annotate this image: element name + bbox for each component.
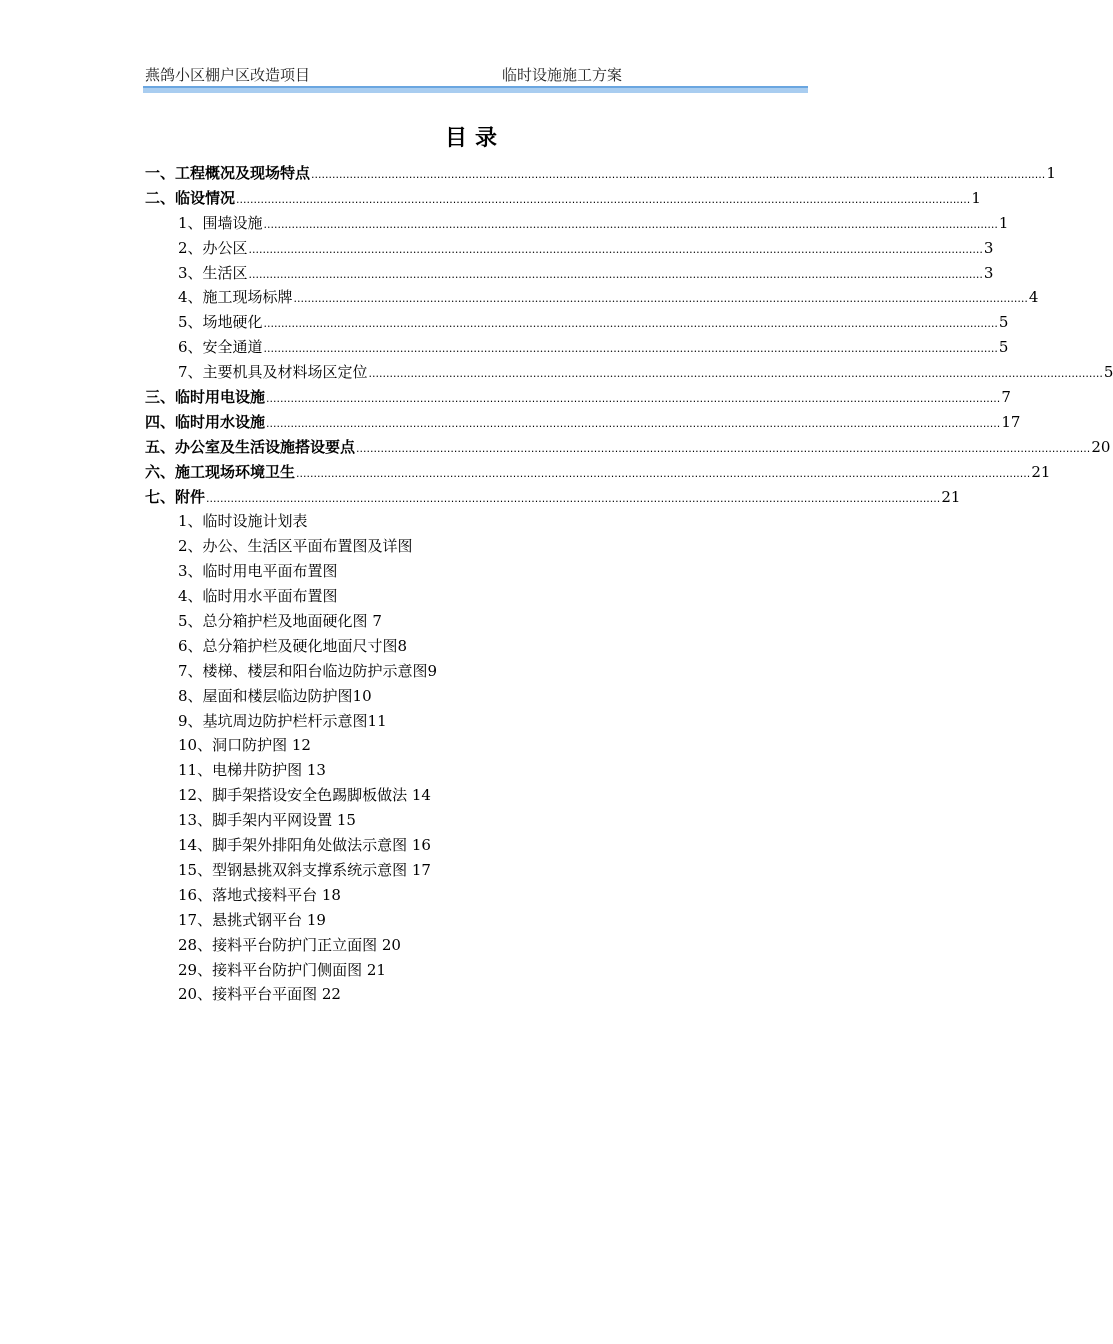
toc-entry-label: 三、临时用电设施 — [145, 388, 266, 407]
toc-entry-page: 1 — [998, 213, 1009, 232]
toc-entry-label: 五、办公室及生活设施搭设要点 — [145, 437, 356, 456]
toc-entry[interactable] — [145, 410, 1021, 435]
toc-entry[interactable] — [145, 261, 994, 286]
attachment-item: 16、落地式接料平台 18 — [178, 885, 341, 904]
toc-entry-label: 一、工程概况及现场特点 — [145, 164, 311, 182]
toc-entry-page: 21 — [941, 487, 961, 506]
toc-entry-page: 17 — [1001, 412, 1021, 431]
attachment-item: 13、脚手架内平网设置 15 — [178, 811, 356, 830]
attachment-item: 5、总分箱护栏及地面硬化图 7 — [178, 612, 382, 631]
toc-entry[interactable] — [145, 161, 1056, 186]
toc-entry-page: 7 — [1001, 388, 1011, 407]
attachment-item: 7、楼梯、楼层和阳台临边防护示意图9 — [178, 661, 438, 680]
attachment-item: 12、脚手架搭设安全色踢脚板做法 14 — [178, 786, 431, 805]
toc-dot-leader: .................................................................................................................................................................................................................. — [236, 192, 971, 206]
toc-entry-label: 5、场地硬化 — [178, 313, 263, 332]
toc-dot-leader: .................................................................................................................................................................................................................. — [263, 342, 998, 356]
toc-dot-leader: .................................................................................................................................................................................................................. — [356, 441, 1091, 455]
toc-dot-leader: .................................................................................................................................................................................................................. — [263, 217, 998, 231]
toc-dot-leader: .................................................................................................................................................................................................................. — [206, 491, 941, 505]
toc-dot-leader: .................................................................................................................................................................................................................. — [311, 168, 1046, 181]
toc-entry-label: 六、施工现场环境卫生 — [145, 462, 296, 481]
toc-dot-leader: .................................................................................................................................................................................................................. — [368, 367, 1103, 381]
attachment-item: 15、型钢悬挑双斜支撑系统示意图 17 — [178, 860, 431, 879]
toc-entry[interactable] — [145, 285, 1039, 310]
toc-entry-label: 四、临时用水设施 — [145, 412, 266, 431]
attachment-item: 11、电梯井防护图 13 — [178, 761, 326, 780]
toc-entry-label: 2、办公区 — [178, 238, 248, 257]
attachment-item: 17、悬挑式钢平台 19 — [178, 910, 326, 929]
toc-dot-leader: .................................................................................................................................................................................................................. — [266, 416, 1001, 430]
toc-entry-page: 5 — [998, 313, 1009, 332]
toc-entry-page: 20 — [1091, 437, 1111, 456]
attachment-item: 9、基坑周边防护栏杆示意图11 — [178, 711, 387, 730]
toc-dot-leader: .................................................................................................................................................................................................................. — [263, 317, 998, 331]
toc-entry-page: 21 — [1031, 462, 1051, 481]
attachment-item: 4、临时用水平面布置图 — [178, 587, 338, 606]
toc-entry-label: 7、主要机具及材料场区定位 — [178, 363, 368, 382]
toc-entry[interactable] — [145, 435, 1111, 460]
attachment-item: 1、临时设施计划表 — [178, 512, 308, 531]
toc-entry-page: 1 — [971, 188, 981, 207]
toc-dot-leader: .................................................................................................................................................................................................................. — [248, 242, 983, 256]
attachment-item: 2、办公、生活区平面布置图及详图 — [178, 537, 413, 556]
header-document-title: 临时设施施工方案 — [502, 66, 623, 84]
attachment-item: 8、屋面和楼层临边防护图10 — [178, 686, 372, 705]
toc-dot-leader: .................................................................................................................................................................................................................. — [293, 292, 1028, 306]
attachment-item: 3、临时用电平面布置图 — [178, 562, 338, 581]
attachment-item: 14、脚手架外排阳角处做法示意图 16 — [178, 836, 431, 855]
toc-entry-label: 3、生活区 — [178, 263, 248, 282]
toc-entry-page: 3 — [983, 238, 994, 257]
toc-entry-label: 4、施工现场标牌 — [178, 288, 293, 307]
page-title: 目录 — [444, 126, 505, 151]
toc-dot-leader: .................................................................................................................................................................................................................. — [296, 466, 1031, 480]
toc-entry-label: 1、围墙设施 — [178, 213, 263, 232]
toc-entry[interactable] — [145, 360, 1113, 385]
toc-entry[interactable] — [145, 310, 1009, 335]
toc-entry-page: 4 — [1028, 288, 1039, 307]
attachment-item: 6、总分箱护栏及硬化地面尺寸图8 — [178, 636, 408, 655]
toc-entry[interactable] — [145, 385, 1011, 410]
toc-entry-label: 二、临设情况 — [145, 188, 236, 207]
toc-entry-label: 七、附件 — [145, 487, 206, 506]
attachment-item: 28、接料平台防护门正立面图 20 — [178, 935, 401, 954]
toc-entry[interactable] — [145, 460, 1051, 485]
toc-dot-leader: .................................................................................................................................................................................................................. — [248, 267, 983, 281]
toc-entry[interactable] — [145, 335, 1009, 360]
toc-entry-page: 5 — [1103, 363, 1113, 382]
table-of-contents — [145, 161, 1113, 1007]
attachment-item: 10、洞口防护图 12 — [178, 736, 311, 755]
toc-entry-page: 1 — [1046, 164, 1056, 182]
toc-dot-leader: .................................................................................................................................................................................................................. — [266, 392, 1001, 406]
header-project-name: 燕鸽小区棚户区改造项目 — [145, 66, 311, 84]
toc-entry[interactable] — [145, 211, 1009, 236]
header-divider — [143, 86, 808, 93]
toc-entry[interactable] — [145, 485, 961, 510]
toc-entry[interactable] — [145, 186, 981, 211]
toc-entry[interactable] — [145, 236, 994, 261]
page-header — [145, 64, 807, 86]
toc-entry-page: 5 — [998, 338, 1009, 357]
toc-entry-page: 3 — [983, 263, 994, 282]
toc-entry-label: 6、安全通道 — [178, 338, 263, 357]
attachment-item: 29、接料平台防护门侧面图 21 — [178, 960, 386, 979]
attachment-item: 20、接料平台平面图 22 — [178, 985, 341, 1004]
